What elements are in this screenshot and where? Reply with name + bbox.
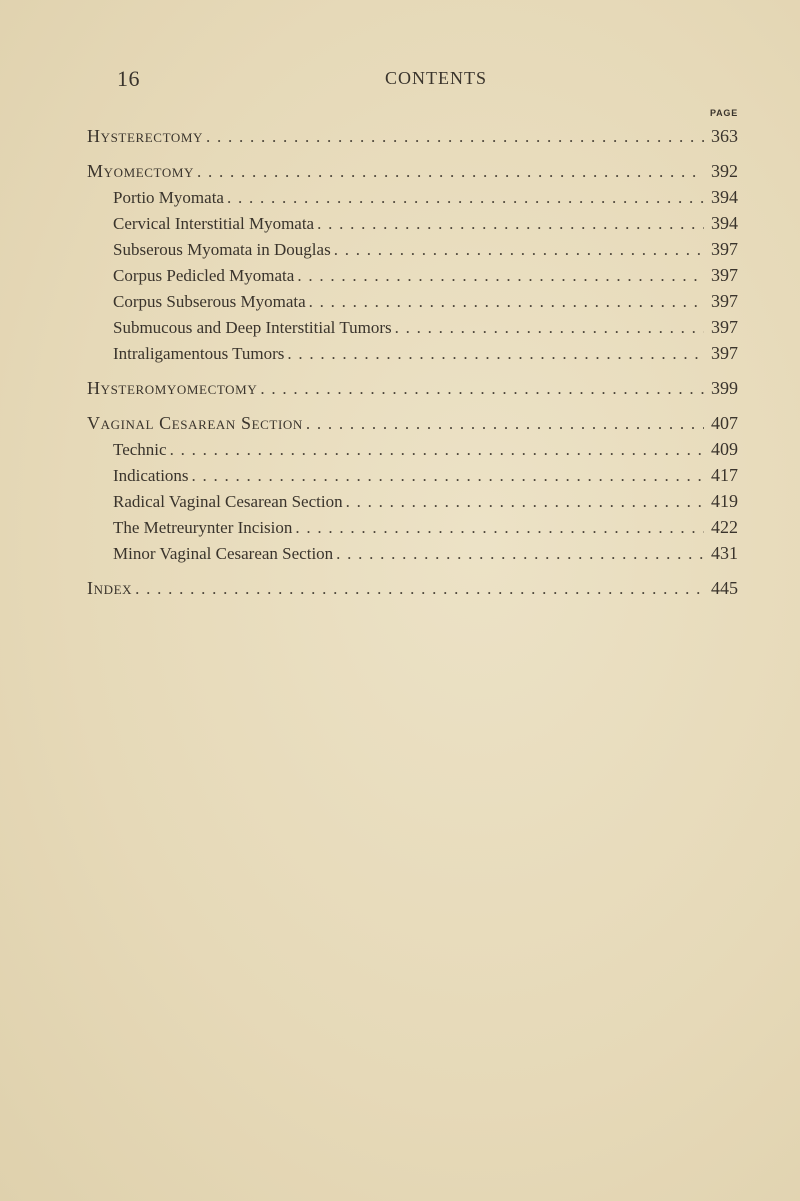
dot-leader [135,576,704,601]
dot-leader [260,376,704,401]
toc-entry-title: Technic [113,440,167,459]
toc-entry [87,436,738,462]
toc-entry-page: 419 [711,491,738,511]
toc-entry-title: Myomectomy [87,161,194,181]
toc-entry-page: 409 [711,439,738,459]
toc-entry [87,340,738,366]
toc-entry-page: 397 [711,239,738,259]
toc-entry-page: 397 [711,265,738,285]
toc-entry [87,262,738,288]
dot-leader [227,185,704,210]
toc-entry-page: 407 [711,413,738,433]
dot-leader [306,411,704,436]
toc-entry-title: Radical Vaginal Cesarean Section [113,492,343,511]
dot-leader [287,341,704,366]
toc-entry-title: Vaginal Cesarean Section [87,413,303,433]
toc-entry [87,314,738,340]
toc-entry-title: Indications [113,466,189,485]
toc-entry [87,158,738,184]
toc-entry-title: Submucous and Deep Interstitial Tumors [113,318,392,337]
dot-leader [334,237,704,262]
toc-entry [87,236,738,262]
toc-entry-title: The Metreurynter Incision [113,518,293,537]
toc-entry-title: Hysterectomy [87,126,204,146]
toc-entry-title: Corpus Pedicled Myomata [113,266,295,285]
toc-entry-title: Cervical Interstitial Myomata [113,214,315,233]
toc-entry-page: 422 [711,517,738,537]
dot-leader [309,289,704,314]
toc-entry-title: Intraligamentous Tumors [113,344,285,363]
toc-entry-page: 392 [711,161,738,181]
toc-entry-page: 431 [711,543,738,563]
toc-entry-page: 363 [711,126,738,146]
dot-leader [170,437,704,462]
dot-leader [295,515,704,540]
toc-entry-title: Index [87,578,133,598]
page-number: 16 [117,66,140,91]
dot-leader [317,211,704,236]
dot-leader [206,124,704,149]
toc-entry-page: 397 [711,291,738,311]
toc-entry [87,184,738,210]
page-header [117,66,687,96]
running-title: CONTENTS [385,68,487,88]
dot-leader [197,159,704,184]
toc-entry-title: Minor Vaginal Cesarean Section [113,544,334,563]
toc-entry [87,575,738,601]
dot-leader [297,263,704,288]
toc-entry [87,540,738,566]
toc-entry [87,210,738,236]
toc-entry-page: 417 [711,465,738,485]
toc-entry-page: 394 [711,187,738,207]
toc-entry-page: 399 [711,378,738,398]
dot-leader [395,315,704,340]
dot-leader [346,489,704,514]
page-column-label: PAGE [709,108,738,118]
toc-entry [87,410,738,436]
toc-entry-page: 394 [711,213,738,233]
toc-entry [87,488,738,514]
toc-entry [87,514,738,540]
toc-entry-title: Subserous Myomata in Douglas [113,240,331,259]
toc-entry-page: 445 [711,578,738,598]
toc-entry-title: Portio Myomata [113,188,224,207]
toc-entry [87,288,738,314]
table-of-contents [87,123,738,601]
toc-entry [87,462,738,488]
dot-leader [192,463,704,488]
toc-entry [87,375,738,401]
toc-entry-page: 397 [711,343,738,363]
toc-entry-page: 397 [711,317,738,337]
toc-entry-title: Hysteromyomectomy [87,378,258,398]
toc-entry-title: Corpus Subserous Myomata [113,292,306,311]
dot-leader [336,541,704,566]
toc-entry [87,123,738,149]
